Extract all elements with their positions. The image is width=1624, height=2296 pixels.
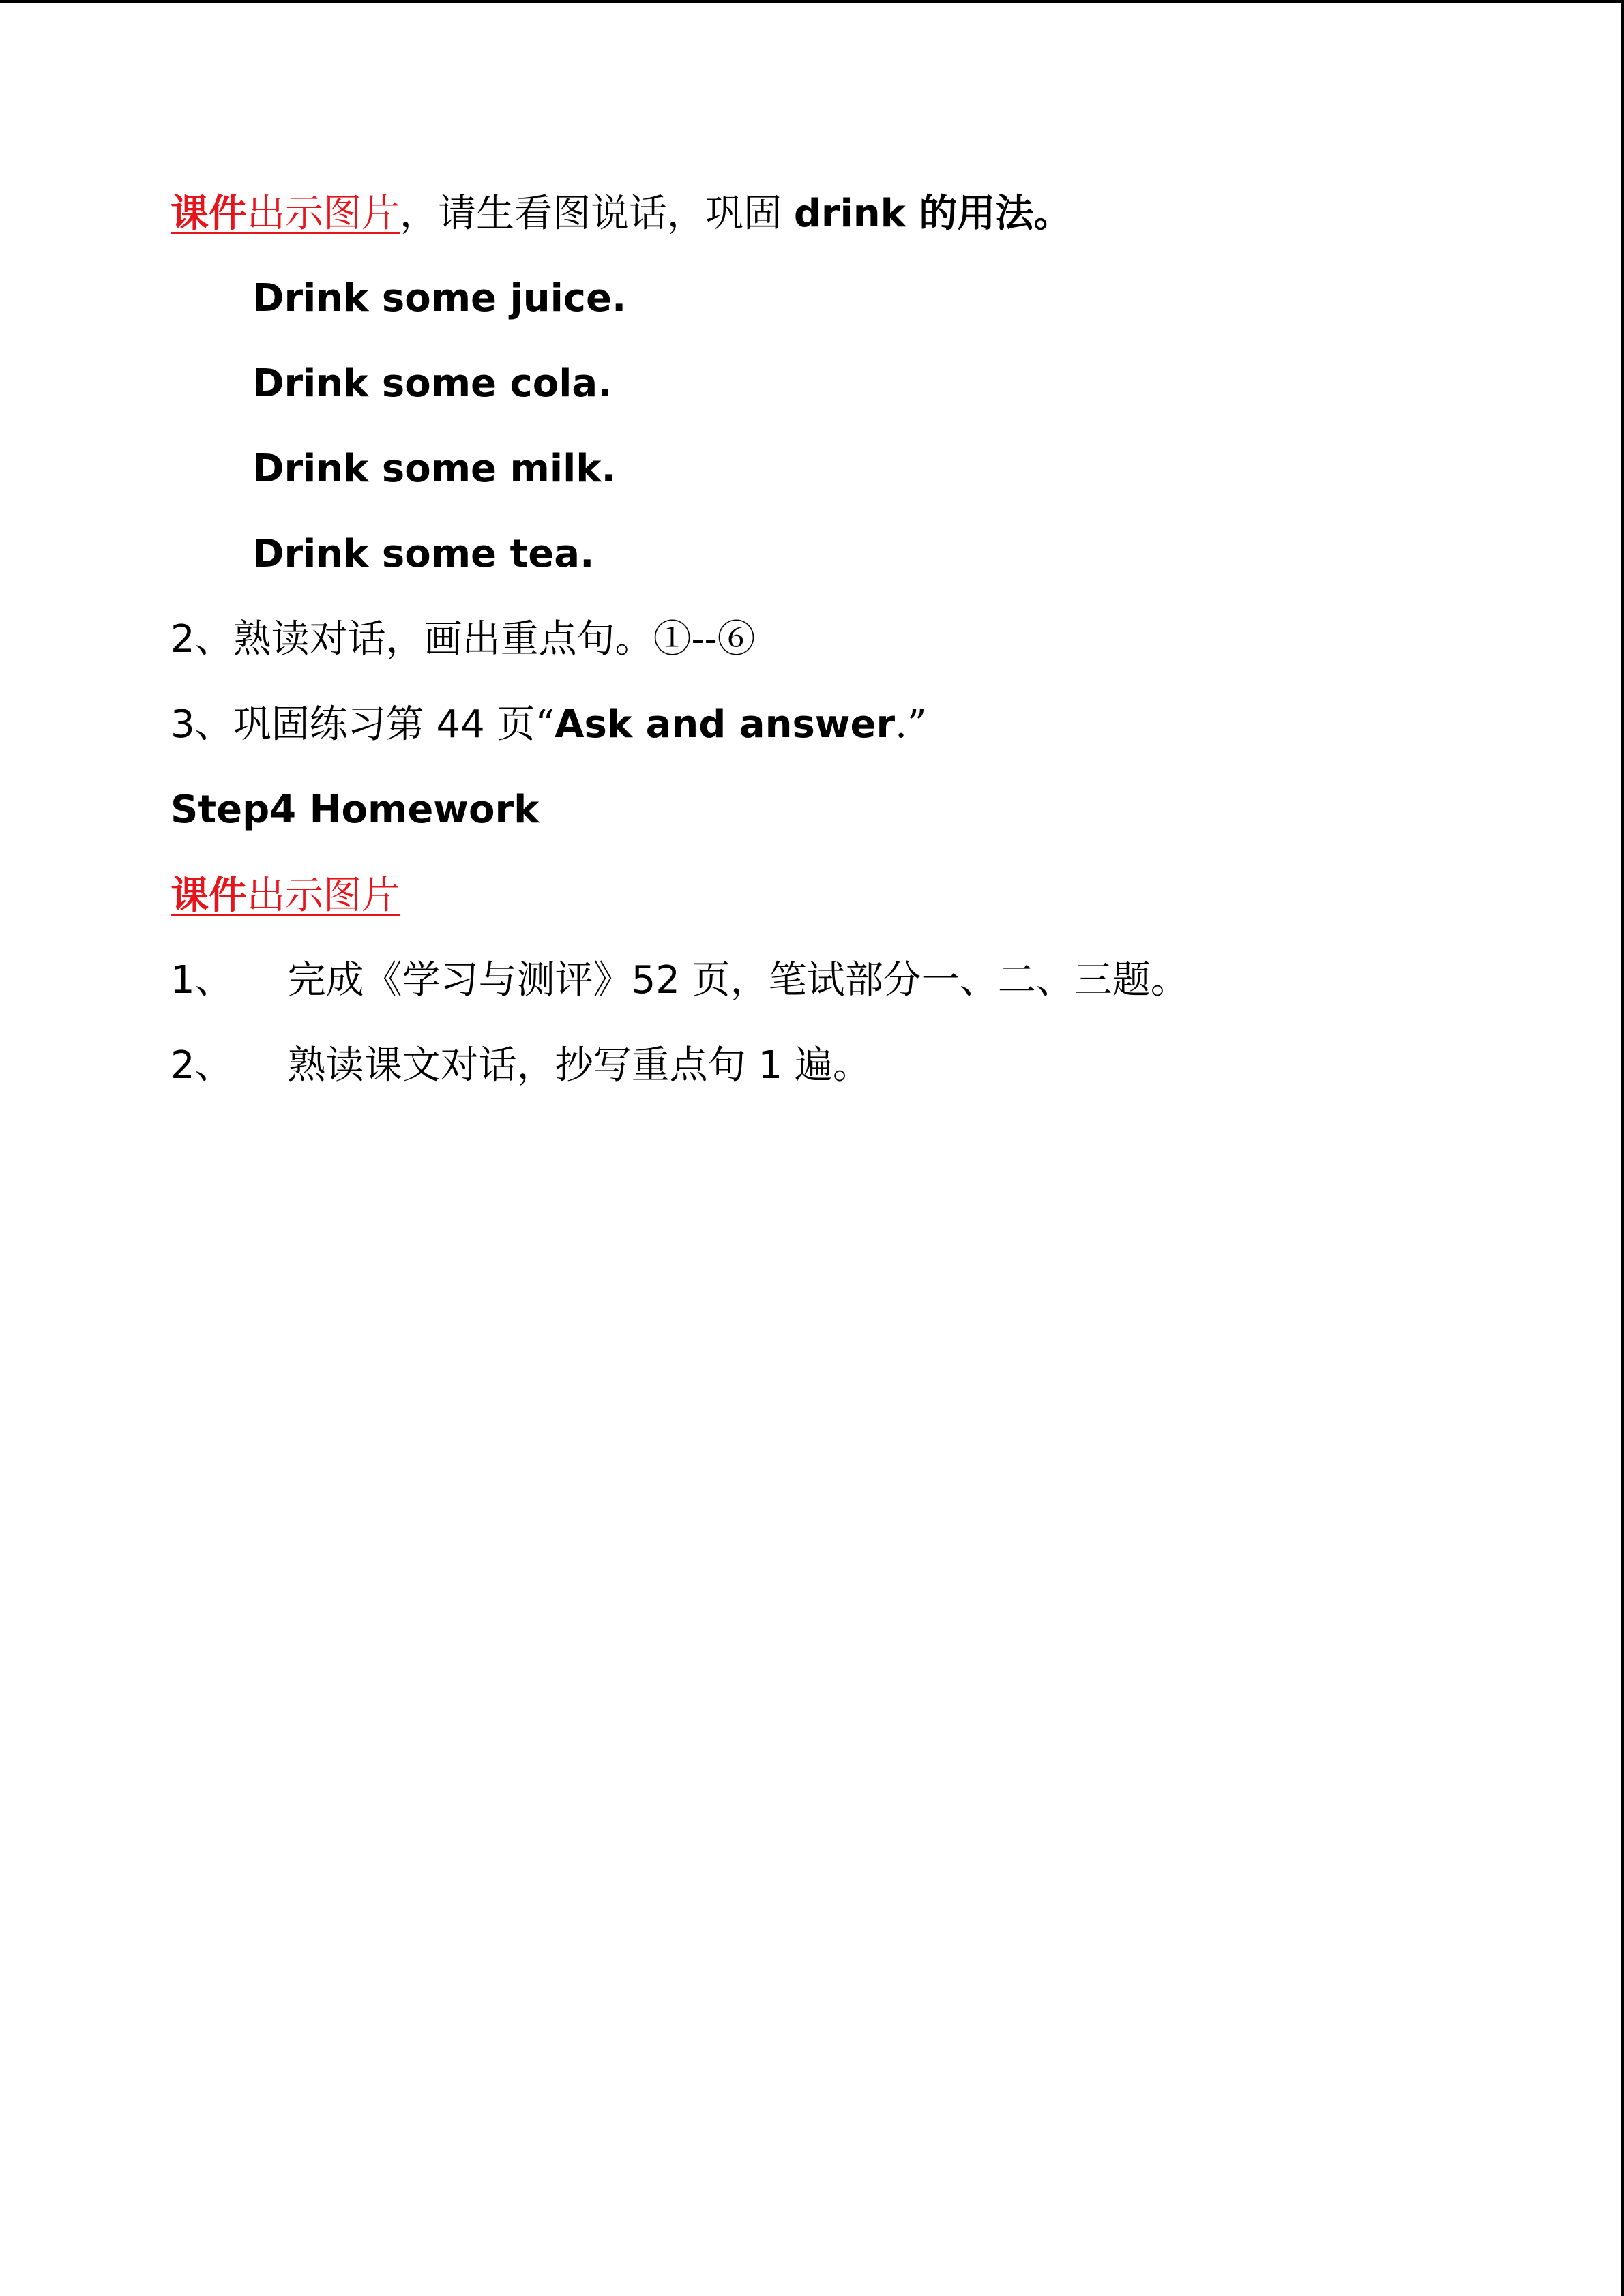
homework-number: 1、 — [171, 958, 233, 1002]
instruction-text: ，请生看图说话，巩固 — [400, 192, 794, 236]
courseware-tag-bold: 课件 — [171, 873, 247, 918]
item-text-end: .” — [895, 702, 927, 747]
example-sentence: Drink some cola. — [252, 361, 612, 406]
homework-text: 完成《学习与测评》 — [287, 958, 632, 1002]
keyword-ask-and-answer: Ask and answer — [555, 702, 896, 747]
example-sentence: Drink some tea. — [252, 532, 595, 576]
item-number: 3 — [171, 702, 195, 747]
list-item-practice — [171, 698, 927, 752]
homework-text: 页，笔试部分一、二、三题。 — [679, 958, 1189, 1002]
example-sentence: Drink some milk. — [252, 447, 616, 491]
page-number: 52 — [631, 958, 680, 1002]
homework-item — [171, 1039, 871, 1093]
line-courseware — [171, 868, 400, 923]
page-right-border — [1621, 0, 1624, 2296]
courseware-tag-bold: 课件 — [171, 191, 247, 236]
item-text: 、熟读对话，画出重点句。①--⑥ — [194, 617, 756, 661]
copy-count: 1 — [758, 1043, 783, 1088]
item-number: 2 — [171, 617, 195, 661]
item-text: 、巩固练习第 — [194, 702, 437, 747]
courseware-tag — [171, 874, 400, 918]
example-sentence: Drink some juice. — [252, 276, 627, 320]
section-heading: Step4 Homework — [171, 788, 540, 832]
homework-item — [171, 953, 1189, 1008]
keyword-drink: drink — [793, 192, 906, 236]
courseware-tag-rest: 出示图片 — [247, 192, 400, 236]
item-text: 页“ — [484, 702, 555, 747]
homework-text: 遍。 — [782, 1043, 871, 1088]
homework-text: 熟读课文对话，抄写重点句 — [287, 1043, 758, 1088]
courseware-tag-rest: 出示图片 — [247, 874, 400, 918]
instruction-end: 的用法。 — [905, 191, 1072, 236]
page-top-border — [0, 0, 1624, 3]
list-item-read-dialogue — [171, 612, 755, 667]
page-number: 44 — [436, 702, 485, 747]
homework-number: 2、 — [171, 1043, 233, 1088]
courseware-tag — [171, 192, 400, 236]
line-courseware-drink — [171, 186, 1072, 241]
